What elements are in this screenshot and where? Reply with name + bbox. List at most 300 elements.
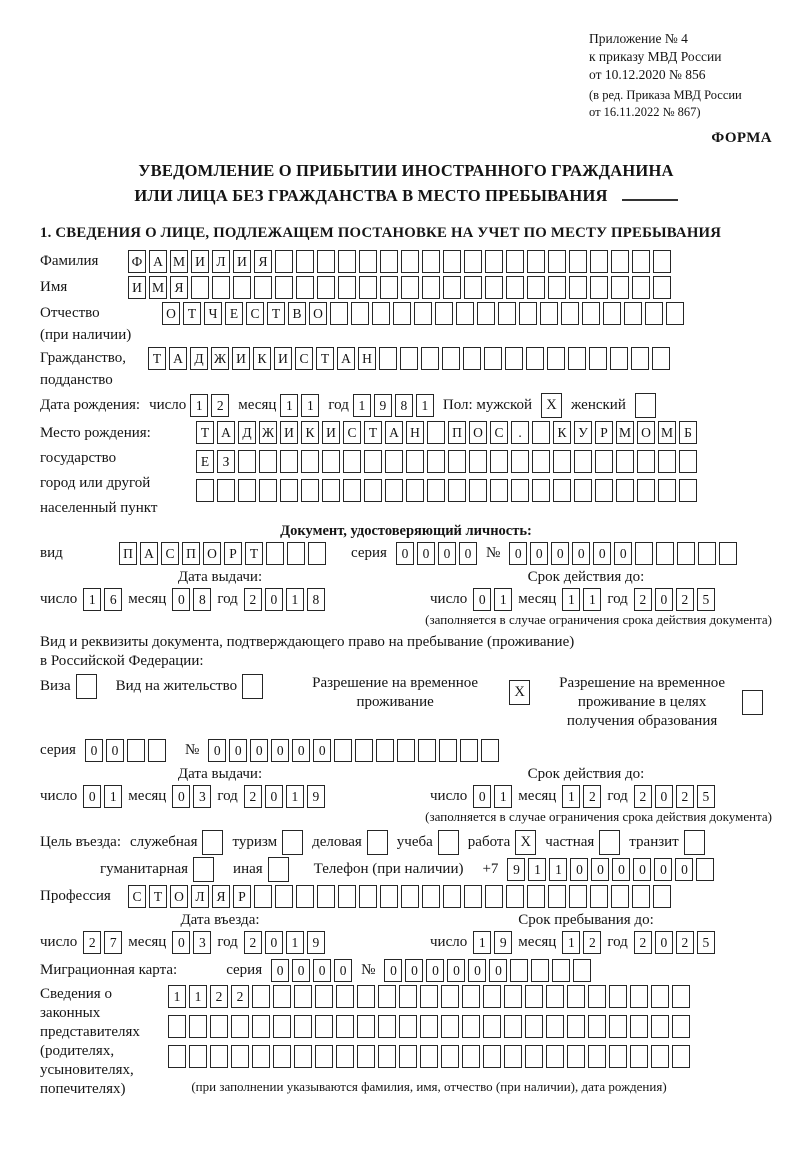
char-cell[interactable]: Т [196, 421, 214, 444]
char-cell[interactable] [658, 479, 676, 502]
char-cell[interactable]: 5 [697, 785, 715, 808]
char-cell[interactable]: Б [679, 421, 697, 444]
char-cell[interactable]: Т [364, 421, 382, 444]
char-cell[interactable]: 0 [292, 959, 310, 982]
char-cell[interactable]: Т [267, 302, 285, 325]
char-cell[interactable]: 0 [405, 959, 423, 982]
char-cell[interactable] [238, 450, 256, 473]
char-cell[interactable]: К [301, 421, 319, 444]
char-cell[interactable] [189, 1015, 207, 1038]
char-cell[interactable]: 0 [654, 858, 672, 881]
char-cell[interactable] [397, 739, 415, 762]
char-cell[interactable] [275, 885, 293, 908]
char-cell[interactable] [569, 885, 587, 908]
char-cell[interactable] [441, 985, 459, 1008]
char-cell[interactable] [275, 250, 293, 273]
char-cell[interactable] [338, 885, 356, 908]
char-cell[interactable]: 0 [633, 858, 651, 881]
char-cell[interactable]: 2 [634, 785, 652, 808]
char-cell[interactable]: 6 [104, 588, 122, 611]
visa-checkbox[interactable] [76, 674, 97, 699]
char-cell[interactable] [548, 250, 566, 273]
char-cell[interactable]: 0 [468, 959, 486, 982]
char-cell[interactable] [603, 302, 621, 325]
char-cell[interactable]: 1 [353, 394, 371, 417]
char-cell[interactable]: 2 [210, 985, 228, 1008]
char-cell[interactable]: 0 [489, 959, 507, 982]
char-cell[interactable]: У [574, 421, 592, 444]
char-cell[interactable] [588, 1045, 606, 1068]
char-cell[interactable] [399, 985, 417, 1008]
char-cell[interactable]: 0 [509, 542, 527, 565]
char-cell[interactable] [420, 1015, 438, 1038]
char-cell[interactable]: 9 [494, 931, 512, 954]
char-cell[interactable]: Д [238, 421, 256, 444]
char-cell[interactable] [280, 479, 298, 502]
char-cell[interactable] [359, 250, 377, 273]
char-cell[interactable] [254, 276, 272, 299]
char-cell[interactable] [231, 1045, 249, 1068]
char-cell[interactable]: 8 [307, 588, 325, 611]
char-cell[interactable] [275, 276, 293, 299]
char-cell[interactable] [420, 985, 438, 1008]
sex-male-checkbox[interactable]: X [541, 393, 562, 418]
char-cell[interactable]: 1 [416, 394, 434, 417]
char-cell[interactable] [296, 885, 314, 908]
char-cell[interactable] [422, 885, 440, 908]
char-cell[interactable] [317, 885, 335, 908]
char-cell[interactable] [567, 985, 585, 1008]
char-cell[interactable] [315, 985, 333, 1008]
char-cell[interactable] [443, 885, 461, 908]
char-cell[interactable] [504, 1045, 522, 1068]
char-cell[interactable] [456, 302, 474, 325]
char-cell[interactable]: 0 [591, 858, 609, 881]
char-cell[interactable] [189, 1045, 207, 1068]
char-cell[interactable]: И [233, 250, 251, 273]
char-cell[interactable] [266, 542, 284, 565]
char-cell[interactable] [624, 302, 642, 325]
char-cell[interactable] [420, 1045, 438, 1068]
char-cell[interactable] [448, 450, 466, 473]
char-cell[interactable] [588, 1015, 606, 1038]
char-cell[interactable]: 5 [697, 588, 715, 611]
char-cell[interactable]: Ж [259, 421, 277, 444]
char-cell[interactable] [574, 479, 592, 502]
char-cell[interactable] [519, 302, 537, 325]
purpose-humanitarian-checkbox[interactable] [193, 857, 214, 882]
char-cell[interactable] [196, 479, 214, 502]
char-cell[interactable] [210, 1015, 228, 1038]
char-cell[interactable]: Т [316, 347, 334, 370]
char-cell[interactable] [548, 276, 566, 299]
char-cell[interactable] [505, 347, 523, 370]
purpose-transit-checkbox[interactable] [684, 830, 705, 855]
char-cell[interactable]: М [616, 421, 634, 444]
char-cell[interactable] [355, 739, 373, 762]
char-cell[interactable] [652, 347, 670, 370]
char-cell[interactable]: Р [224, 542, 242, 565]
char-cell[interactable]: О [170, 885, 188, 908]
char-cell[interactable]: 0 [473, 588, 491, 611]
char-cell[interactable] [421, 347, 439, 370]
char-cell[interactable] [506, 276, 524, 299]
char-cell[interactable] [631, 347, 649, 370]
char-cell[interactable] [672, 1015, 690, 1038]
char-cell[interactable] [553, 450, 571, 473]
char-cell[interactable]: М [149, 276, 167, 299]
char-cell[interactable] [294, 985, 312, 1008]
char-cell[interactable] [252, 1045, 270, 1068]
char-cell[interactable] [427, 479, 445, 502]
char-cell[interactable] [259, 479, 277, 502]
char-cell[interactable] [610, 347, 628, 370]
char-cell[interactable]: 1 [494, 785, 512, 808]
char-cell[interactable] [308, 542, 326, 565]
char-cell[interactable] [653, 885, 671, 908]
char-cell[interactable]: 1 [473, 931, 491, 954]
char-cell[interactable] [217, 479, 235, 502]
char-cell[interactable]: 2 [583, 931, 601, 954]
char-cell[interactable]: 1 [286, 931, 304, 954]
char-cell[interactable] [672, 985, 690, 1008]
char-cell[interactable] [484, 347, 502, 370]
char-cell[interactable] [469, 450, 487, 473]
purpose-work-checkbox[interactable]: X [515, 830, 536, 855]
char-cell[interactable] [233, 276, 251, 299]
char-cell[interactable] [330, 302, 348, 325]
char-cell[interactable]: . [511, 421, 529, 444]
char-cell[interactable] [322, 479, 340, 502]
char-cell[interactable] [504, 985, 522, 1008]
char-cell[interactable]: 1 [562, 588, 580, 611]
char-cell[interactable] [315, 1045, 333, 1068]
char-cell[interactable] [590, 276, 608, 299]
char-cell[interactable]: 0 [271, 739, 289, 762]
char-cell[interactable] [400, 347, 418, 370]
char-cell[interactable]: 2 [244, 931, 262, 954]
char-cell[interactable]: 2 [211, 394, 229, 417]
char-cell[interactable] [448, 479, 466, 502]
char-cell[interactable] [490, 479, 508, 502]
char-cell[interactable]: 2 [583, 785, 601, 808]
char-cell[interactable] [287, 542, 305, 565]
char-cell[interactable]: П [448, 421, 466, 444]
char-cell[interactable]: 0 [426, 959, 444, 982]
char-cell[interactable]: С [490, 421, 508, 444]
char-cell[interactable] [609, 985, 627, 1008]
char-cell[interactable] [477, 302, 495, 325]
char-cell[interactable] [336, 1045, 354, 1068]
char-cell[interactable] [527, 885, 545, 908]
char-cell[interactable]: Т [245, 542, 263, 565]
char-cell[interactable] [595, 450, 613, 473]
char-cell[interactable] [441, 1015, 459, 1038]
char-cell[interactable] [464, 885, 482, 908]
char-cell[interactable]: К [253, 347, 271, 370]
char-cell[interactable] [168, 1045, 186, 1068]
char-cell[interactable]: Р [233, 885, 251, 908]
char-cell[interactable] [380, 250, 398, 273]
char-cell[interactable] [637, 450, 655, 473]
char-cell[interactable] [588, 985, 606, 1008]
char-cell[interactable] [464, 250, 482, 273]
char-cell[interactable]: О [309, 302, 327, 325]
char-cell[interactable] [212, 276, 230, 299]
char-cell[interactable] [616, 450, 634, 473]
char-cell[interactable]: И [322, 421, 340, 444]
char-cell[interactable] [401, 276, 419, 299]
char-cell[interactable]: 1 [280, 394, 298, 417]
char-cell[interactable]: 1 [168, 985, 186, 1008]
char-cell[interactable]: Ф [128, 250, 146, 273]
char-cell[interactable] [406, 479, 424, 502]
char-cell[interactable] [637, 479, 655, 502]
char-cell[interactable] [378, 1045, 396, 1068]
char-cell[interactable] [567, 1015, 585, 1038]
char-cell[interactable] [238, 479, 256, 502]
char-cell[interactable]: 0 [265, 931, 283, 954]
char-cell[interactable]: 1 [562, 931, 580, 954]
char-cell[interactable]: 0 [172, 588, 190, 611]
char-cell[interactable]: А [337, 347, 355, 370]
char-cell[interactable] [399, 1015, 417, 1038]
char-cell[interactable]: 0 [83, 785, 101, 808]
char-cell[interactable]: 0 [250, 739, 268, 762]
char-cell[interactable]: О [637, 421, 655, 444]
char-cell[interactable] [531, 959, 549, 982]
char-cell[interactable] [569, 276, 587, 299]
char-cell[interactable] [359, 885, 377, 908]
char-cell[interactable] [464, 276, 482, 299]
char-cell[interactable] [483, 1045, 501, 1068]
char-cell[interactable] [498, 302, 516, 325]
char-cell[interactable] [546, 1015, 564, 1038]
char-cell[interactable] [653, 250, 671, 273]
char-cell[interactable]: А [217, 421, 235, 444]
char-cell[interactable] [273, 1015, 291, 1038]
char-cell[interactable] [632, 885, 650, 908]
char-cell[interactable] [460, 739, 478, 762]
char-cell[interactable] [380, 885, 398, 908]
char-cell[interactable]: 8 [193, 588, 211, 611]
char-cell[interactable] [561, 302, 579, 325]
char-cell[interactable] [632, 250, 650, 273]
char-cell[interactable] [658, 450, 676, 473]
char-cell[interactable] [191, 276, 209, 299]
char-cell[interactable]: 0 [172, 931, 190, 954]
char-cell[interactable]: А [169, 347, 187, 370]
char-cell[interactable]: Ж [211, 347, 229, 370]
temp-residence-checkbox[interactable]: X [509, 680, 530, 705]
char-cell[interactable] [589, 347, 607, 370]
char-cell[interactable] [553, 479, 571, 502]
char-cell[interactable] [590, 250, 608, 273]
char-cell[interactable] [527, 250, 545, 273]
char-cell[interactable]: 0 [655, 588, 673, 611]
char-cell[interactable]: С [128, 885, 146, 908]
char-cell[interactable]: 8 [395, 394, 413, 417]
char-cell[interactable]: 0 [438, 542, 456, 565]
char-cell[interactable] [443, 276, 461, 299]
char-cell[interactable] [441, 1045, 459, 1068]
char-cell[interactable] [574, 450, 592, 473]
char-cell[interactable] [666, 302, 684, 325]
char-cell[interactable] [469, 479, 487, 502]
char-cell[interactable]: 2 [231, 985, 249, 1008]
char-cell[interactable]: 2 [244, 588, 262, 611]
char-cell[interactable] [364, 450, 382, 473]
char-cell[interactable]: И [128, 276, 146, 299]
char-cell[interactable] [506, 250, 524, 273]
char-cell[interactable] [546, 985, 564, 1008]
char-cell[interactable] [679, 479, 697, 502]
char-cell[interactable]: 0 [612, 858, 630, 881]
char-cell[interactable] [399, 1045, 417, 1068]
char-cell[interactable] [280, 450, 298, 473]
char-cell[interactable] [168, 1015, 186, 1038]
char-cell[interactable] [547, 347, 565, 370]
char-cell[interactable]: 0 [675, 858, 693, 881]
char-cell[interactable] [567, 1045, 585, 1068]
char-cell[interactable]: 0 [530, 542, 548, 565]
char-cell[interactable] [532, 450, 550, 473]
char-cell[interactable]: М [170, 250, 188, 273]
purpose-other-checkbox[interactable] [268, 857, 289, 882]
purpose-official-checkbox[interactable] [202, 830, 223, 855]
char-cell[interactable] [595, 479, 613, 502]
char-cell[interactable] [504, 1015, 522, 1038]
char-cell[interactable]: 2 [676, 931, 694, 954]
char-cell[interactable]: Л [212, 250, 230, 273]
char-cell[interactable] [393, 302, 411, 325]
char-cell[interactable]: 0 [593, 542, 611, 565]
char-cell[interactable] [569, 250, 587, 273]
char-cell[interactable] [698, 542, 716, 565]
char-cell[interactable] [630, 1015, 648, 1038]
char-cell[interactable]: 1 [528, 858, 546, 881]
char-cell[interactable] [462, 985, 480, 1008]
char-cell[interactable] [609, 1015, 627, 1038]
char-cell[interactable]: Я [254, 250, 272, 273]
char-cell[interactable] [656, 542, 674, 565]
char-cell[interactable]: 0 [570, 858, 588, 881]
char-cell[interactable]: Я [170, 276, 188, 299]
char-cell[interactable]: 0 [459, 542, 477, 565]
char-cell[interactable] [525, 985, 543, 1008]
char-cell[interactable] [590, 885, 608, 908]
char-cell[interactable]: Е [196, 450, 214, 473]
char-cell[interactable] [343, 479, 361, 502]
char-cell[interactable] [527, 276, 545, 299]
char-cell[interactable] [351, 302, 369, 325]
char-cell[interactable] [483, 985, 501, 1008]
char-cell[interactable] [485, 276, 503, 299]
char-cell[interactable]: 2 [634, 931, 652, 954]
char-cell[interactable] [525, 1015, 543, 1038]
char-cell[interactable] [210, 1045, 228, 1068]
char-cell[interactable] [357, 1015, 375, 1038]
char-cell[interactable]: К [553, 421, 571, 444]
char-cell[interactable]: 9 [507, 858, 525, 881]
char-cell[interactable]: 2 [244, 785, 262, 808]
sex-female-checkbox[interactable] [635, 393, 656, 418]
char-cell[interactable] [632, 276, 650, 299]
char-cell[interactable] [357, 1045, 375, 1068]
char-cell[interactable] [406, 450, 424, 473]
char-cell[interactable] [252, 1015, 270, 1038]
char-cell[interactable]: 2 [676, 588, 694, 611]
char-cell[interactable] [359, 276, 377, 299]
char-cell[interactable]: 9 [374, 394, 392, 417]
char-cell[interactable]: 0 [172, 785, 190, 808]
char-cell[interactable]: 2 [83, 931, 101, 954]
char-cell[interactable]: Н [358, 347, 376, 370]
char-cell[interactable] [511, 479, 529, 502]
char-cell[interactable]: 0 [447, 959, 465, 982]
char-cell[interactable] [462, 1015, 480, 1038]
char-cell[interactable]: О [162, 302, 180, 325]
char-cell[interactable]: И [191, 250, 209, 273]
purpose-tourism-checkbox[interactable] [282, 830, 303, 855]
char-cell[interactable] [485, 250, 503, 273]
char-cell[interactable] [439, 739, 457, 762]
char-cell[interactable] [679, 450, 697, 473]
char-cell[interactable] [427, 450, 445, 473]
char-cell[interactable]: 9 [307, 785, 325, 808]
char-cell[interactable]: 1 [189, 985, 207, 1008]
char-cell[interactable]: 3 [193, 931, 211, 954]
char-cell[interactable]: 2 [634, 588, 652, 611]
char-cell[interactable] [645, 302, 663, 325]
char-cell[interactable] [372, 302, 390, 325]
char-cell[interactable] [343, 450, 361, 473]
char-cell[interactable]: Я [212, 885, 230, 908]
char-cell[interactable]: 5 [697, 931, 715, 954]
char-cell[interactable]: Л [191, 885, 209, 908]
char-cell[interactable] [696, 858, 714, 881]
char-cell[interactable]: Т [149, 885, 167, 908]
char-cell[interactable] [296, 250, 314, 273]
char-cell[interactable] [611, 276, 629, 299]
char-cell[interactable] [357, 985, 375, 1008]
char-cell[interactable]: А [385, 421, 403, 444]
char-cell[interactable]: 0 [208, 739, 226, 762]
char-cell[interactable]: 1 [286, 785, 304, 808]
char-cell[interactable] [422, 276, 440, 299]
char-cell[interactable]: М [658, 421, 676, 444]
char-cell[interactable] [443, 250, 461, 273]
char-cell[interactable]: З [217, 450, 235, 473]
purpose-business-checkbox[interactable] [367, 830, 388, 855]
char-cell[interactable]: 1 [286, 588, 304, 611]
char-cell[interactable] [231, 1015, 249, 1038]
char-cell[interactable] [630, 985, 648, 1008]
char-cell[interactable]: 0 [229, 739, 247, 762]
char-cell[interactable]: 0 [655, 931, 673, 954]
char-cell[interactable] [526, 347, 544, 370]
char-cell[interactable] [385, 450, 403, 473]
char-cell[interactable] [490, 450, 508, 473]
char-cell[interactable]: 0 [313, 959, 331, 982]
char-cell[interactable] [506, 885, 524, 908]
char-cell[interactable] [127, 739, 145, 762]
char-cell[interactable] [259, 450, 277, 473]
temp-residence-education-checkbox[interactable] [742, 690, 763, 715]
char-cell[interactable]: А [140, 542, 158, 565]
char-cell[interactable] [336, 985, 354, 1008]
char-cell[interactable]: Д [190, 347, 208, 370]
